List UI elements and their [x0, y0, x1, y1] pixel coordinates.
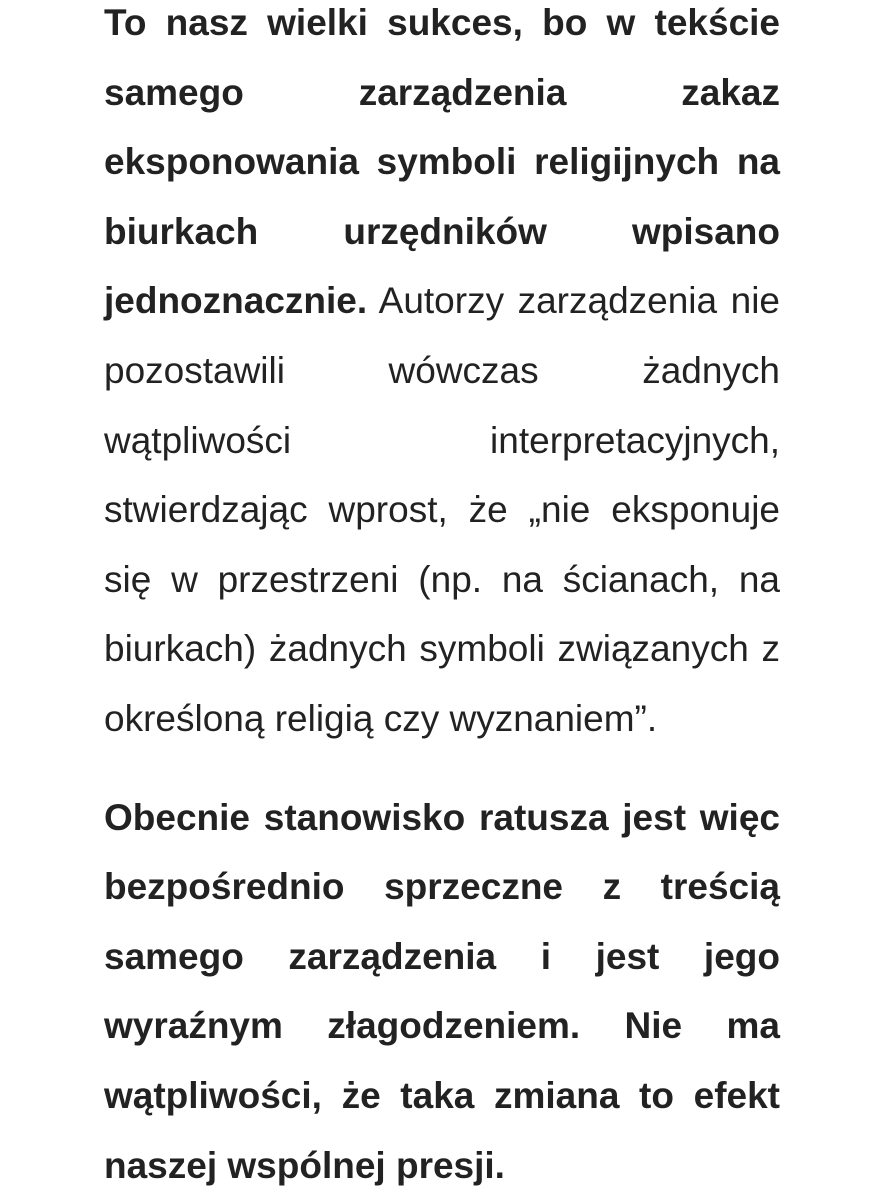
article-paragraph-2: [104, 783, 780, 1200]
paragraph-1-regular-text: Autorzy zarządzenia nie pozostawili wówczas żadnych wątpliwości interpretacyjnych, stwierdzając wprost, że „nie eksponuje się w przestrzeni (np. na ścianach, na biurkach) żadnych symboli związanych z określoną religią czy wyznaniem”.: [104, 280, 780, 739]
paragraph-2-bold-text: Obecnie stanowisko ratusza jest więc bezpośrednio sprzeczne z treścią samego zarządzenia i jest jego wyraźnym złagodzeniem. Nie ma wątpliwości, że taka zmiana to efekt naszej wspólnej presji.: [104, 796, 780, 1186]
article-body: [104, 0, 780, 1200]
paragraph-1-bold-text: To nasz wielki sukces, bo w tekście samego zarządzenia zakaz eksponowania symboli religijnych na biurkach urzędników wpisano jednoznacznie.: [104, 2, 780, 322]
article-paragraph-1: [104, 0, 780, 754]
